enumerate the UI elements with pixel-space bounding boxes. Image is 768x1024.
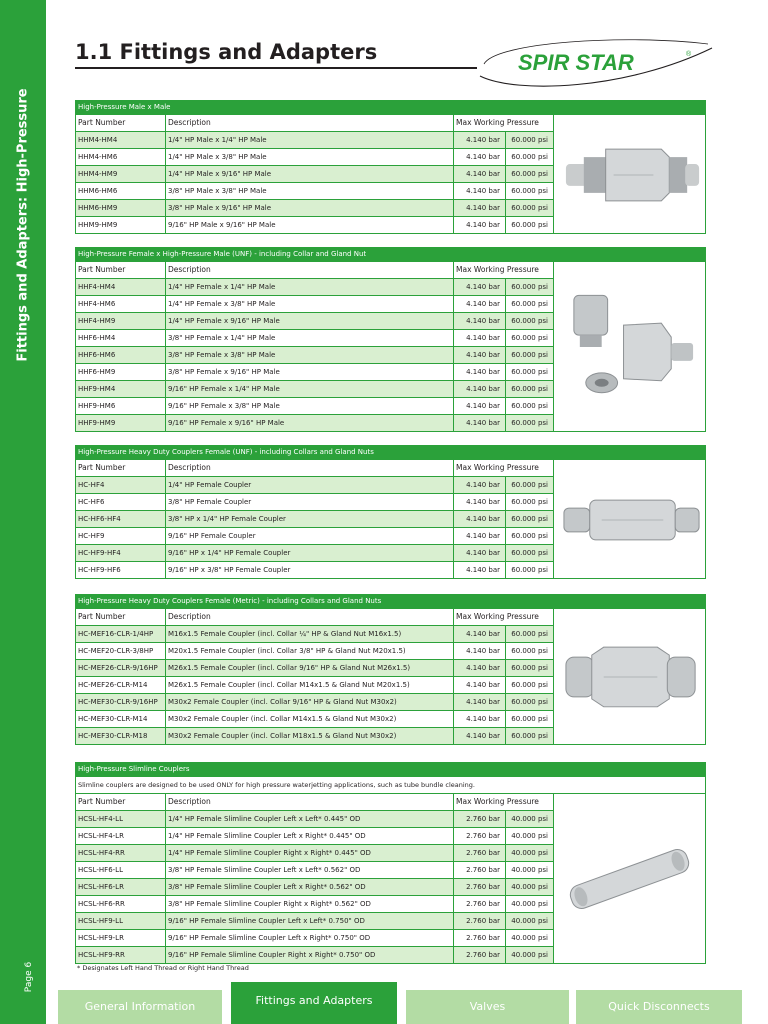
table-cell-part: HHM6-HM6 <box>76 183 166 200</box>
table-cell-bar: 4.140 bar <box>454 643 506 660</box>
table-cell-description: 3/8" HP Female x 9/16" HP Male <box>166 364 454 381</box>
table-cell-description: 3/8" HP x 1/4" HP Female Coupler <box>166 511 454 528</box>
page-title: 1.1 Fittings and Adapters <box>75 40 378 64</box>
table-cell-part: HCSL-HF6-RR <box>76 896 166 913</box>
table-cell-part: HCSL-HF6-LR <box>76 879 166 896</box>
table-cell-bar: 2.760 bar <box>454 862 506 879</box>
table-cell-bar: 2.760 bar <box>454 879 506 896</box>
table-cell-psi: 60.000 psi <box>506 347 554 364</box>
section-male-x-male <box>75 100 705 234</box>
column-header-part-number: Part Number <box>76 794 166 811</box>
column-header-part-number: Part Number <box>76 262 166 279</box>
table-cell-bar: 4.140 bar <box>454 528 506 545</box>
table-cell-bar: 4.140 bar <box>454 200 506 217</box>
table-cell-description: 3/8" HP Male x 9/16" HP Male <box>166 200 454 217</box>
table-cell-bar: 2.760 bar <box>454 930 506 947</box>
title-rule <box>75 67 477 69</box>
table-cell-description: 3/8" HP Female Slimline Coupler Left x Left* 0.562" OD <box>166 862 454 879</box>
table-cell-part: HC-MEF26-CLR-M14 <box>76 677 166 694</box>
table-cell-description: 3/8" HP Female x 3/8" HP Male <box>166 347 454 364</box>
table-cell-description: M26x1.5 Female Coupler (incl. Collar M14x1.5 & Gland Nut M20x1.5) <box>166 677 454 694</box>
table-cell-part: HHF9-HM4 <box>76 381 166 398</box>
table-cell-bar: 4.140 bar <box>454 183 506 200</box>
table-cell-description: 9/16" HP Female Slimline Coupler Right x Right* 0.750" OD <box>166 947 454 964</box>
table-male-x-male <box>75 100 706 234</box>
column-header-description: Description <box>166 115 454 132</box>
table-cell-bar: 2.760 bar <box>454 947 506 964</box>
logo-text: SPIR STAR <box>518 50 634 75</box>
table-cell-bar: 2.760 bar <box>454 828 506 845</box>
table-cell-psi: 60.000 psi <box>506 415 554 432</box>
table-cell-bar: 4.140 bar <box>454 660 506 677</box>
column-header-description: Description <box>166 460 454 477</box>
table-cell-bar: 4.140 bar <box>454 313 506 330</box>
footnote: * Designates Left Hand Thread or Right Hand Thread <box>77 964 249 972</box>
table-cell-part: HCSL-HF6-LL <box>76 862 166 879</box>
table-cell-description: 9/16" HP Male x 9/16" HP Male <box>166 217 454 234</box>
table-cell-part: HC-MEF20-CLR-3/8HP <box>76 643 166 660</box>
table-cell-part: HC-HF6 <box>76 494 166 511</box>
table-cell-part: HHF4-HM9 <box>76 313 166 330</box>
table-cell-psi: 40.000 psi <box>506 811 554 828</box>
column-header-description: Description <box>166 794 454 811</box>
table-cell-bar: 4.140 bar <box>454 711 506 728</box>
table-cell-psi: 40.000 psi <box>506 947 554 964</box>
product-image-male-x-male <box>554 115 706 234</box>
table-cell-psi: 60.000 psi <box>506 330 554 347</box>
table-cell-bar: 4.140 bar <box>454 381 506 398</box>
column-header-max-working-pressure: Max Working Pressure <box>454 460 554 477</box>
coupler-metric-photo-icon <box>554 611 705 742</box>
slimline-coupler-photo-icon <box>554 797 705 961</box>
table-heavy-duty-couplers-unf <box>75 445 706 579</box>
table-cell-psi: 60.000 psi <box>506 166 554 183</box>
table-cell-psi: 60.000 psi <box>506 528 554 545</box>
table-cell-part: HC-HF9-HF6 <box>76 562 166 579</box>
table-cell-part: HC-MEF30-CLR-M18 <box>76 728 166 745</box>
table-cell-part: HCSL-HF4-LL <box>76 811 166 828</box>
table-cell-psi: 60.000 psi <box>506 183 554 200</box>
table-cell-psi: 40.000 psi <box>506 913 554 930</box>
table-cell-part: HC-HF9-HF4 <box>76 545 166 562</box>
table-cell-psi: 60.000 psi <box>506 694 554 711</box>
column-header-max-working-pressure: Max Working Pressure <box>454 115 554 132</box>
table-cell-part: HHF9-HM9 <box>76 415 166 432</box>
table-cell-psi: 40.000 psi <box>506 845 554 862</box>
logo-registered-mark: ® <box>686 51 692 58</box>
table-cell-bar: 4.140 bar <box>454 296 506 313</box>
table-cell-psi: 40.000 psi <box>506 828 554 845</box>
table-cell-part: HC-HF9 <box>76 528 166 545</box>
section-female-x-male-unf <box>75 247 705 432</box>
table-cell-psi: 60.000 psi <box>506 132 554 149</box>
table-cell-bar: 4.140 bar <box>454 132 506 149</box>
table-cell-part: HHM4-HM4 <box>76 132 166 149</box>
table-cell-psi: 60.000 psi <box>506 200 554 217</box>
table-cell-part: HCSL-HF9-RR <box>76 947 166 964</box>
table-cell-psi: 40.000 psi <box>506 879 554 896</box>
table-cell-description: 9/16" HP Female Slimline Coupler Left x Right* 0.750" OD <box>166 930 454 947</box>
table-cell-psi: 60.000 psi <box>506 398 554 415</box>
table-cell-psi: 40.000 psi <box>506 862 554 879</box>
table-cell-psi: 60.000 psi <box>506 643 554 660</box>
table-cell-description: 1/4" HP Male x 9/16" HP Male <box>166 166 454 183</box>
table-cell-part: HHM4-HM6 <box>76 149 166 166</box>
table-cell-psi: 40.000 psi <box>506 896 554 913</box>
table-cell-description: 1/4" HP Male x 1/4" HP Male <box>166 132 454 149</box>
table-cell-description: 9/16" HP Female x 1/4" HP Male <box>166 381 454 398</box>
table-cell-part: HC-MEF26-CLR-9/16HP <box>76 660 166 677</box>
table-cell-psi: 60.000 psi <box>506 711 554 728</box>
table-cell-description: 1/4" HP Female x 3/8" HP Male <box>166 296 454 313</box>
product-image-coupler-metric <box>554 609 706 745</box>
column-header-max-working-pressure: Max Working Pressure <box>454 262 554 279</box>
table-cell-description: 3/8" HP Female Slimline Coupler Left x Right* 0.562" OD <box>166 879 454 896</box>
male-adapter-photo-icon <box>554 117 705 231</box>
column-header-max-working-pressure: Max Working Pressure <box>454 609 554 626</box>
table-cell-description: 1/4" HP Female Coupler <box>166 477 454 494</box>
table-cell-bar: 4.140 bar <box>454 166 506 183</box>
table-cell-bar: 4.140 bar <box>454 626 506 643</box>
table-cell-part: HHM6-HM9 <box>76 200 166 217</box>
product-image-female-x-male <box>554 262 706 432</box>
table-cell-psi: 60.000 psi <box>506 728 554 745</box>
section-heavy-duty-couplers-unf <box>75 445 705 579</box>
table-cell-bar: 4.140 bar <box>454 562 506 579</box>
table-cell-psi: 60.000 psi <box>506 279 554 296</box>
table-cell-description: 3/8" HP Female x 1/4" HP Male <box>166 330 454 347</box>
table-slimline-couplers <box>75 762 706 964</box>
table-cell-psi: 60.000 psi <box>506 626 554 643</box>
table-cell-bar: 4.140 bar <box>454 364 506 381</box>
tab-fittings-and-adapters[interactable]: Fittings and Adapters <box>231 982 397 1024</box>
table-cell-description: M30x2 Female Coupler (incl. Collar M14x1.5 & Gland Nut M30x2) <box>166 711 454 728</box>
table-cell-bar: 4.140 bar <box>454 149 506 166</box>
table-cell-bar: 4.140 bar <box>454 398 506 415</box>
table-cell-description: 1/4" HP Female x 9/16" HP Male <box>166 313 454 330</box>
table-cell-description: M30x2 Female Coupler (incl. Collar M18x1.5 & Gland Nut M30x2) <box>166 728 454 745</box>
page-number: Page 6 <box>24 961 34 993</box>
table-cell-description: M20x1.5 Female Coupler (incl. Collar 3/8" HP & Gland Nut M20x1.5) <box>166 643 454 660</box>
table-cell-psi: 60.000 psi <box>506 477 554 494</box>
table-cell-bar: 4.140 bar <box>454 279 506 296</box>
table-cell-psi: 60.000 psi <box>506 511 554 528</box>
table-female-x-male-unf <box>75 247 706 432</box>
table-cell-description: 3/8" HP Male x 3/8" HP Male <box>166 183 454 200</box>
tab-valves[interactable]: Valves <box>406 990 569 1024</box>
table-cell-psi: 60.000 psi <box>506 217 554 234</box>
table-cell-description: 1/4" HP Female x 1/4" HP Male <box>166 279 454 296</box>
table-cell-bar: 4.140 bar <box>454 217 506 234</box>
section-title: High-Pressure Slimline Couplers <box>76 763 706 777</box>
table-cell-part: HCSL-HF9-LR <box>76 930 166 947</box>
table-cell-description: 3/8" HP Female Coupler <box>166 494 454 511</box>
table-cell-description: 9/16" HP Female Coupler <box>166 528 454 545</box>
sidebar-title: Fittings and Adapters: High-Pressure <box>15 88 31 362</box>
table-cell-bar: 4.140 bar <box>454 511 506 528</box>
column-header-description: Description <box>166 262 454 279</box>
table-cell-bar: 4.140 bar <box>454 494 506 511</box>
table-cell-part: HC-HF6-HF4 <box>76 511 166 528</box>
table-cell-bar: 2.760 bar <box>454 811 506 828</box>
table-cell-part: HC-MEF16-CLR-1/4HP <box>76 626 166 643</box>
table-cell-part: HCSL-HF4-LR <box>76 828 166 845</box>
table-cell-description: 1/4" HP Male x 3/8" HP Male <box>166 149 454 166</box>
table-cell-description: M30x2 Female Coupler (incl. Collar 9/16" HP & Gland Nut M30x2) <box>166 694 454 711</box>
table-cell-bar: 4.140 bar <box>454 477 506 494</box>
table-cell-psi: 60.000 psi <box>506 296 554 313</box>
column-header-description: Description <box>166 609 454 626</box>
column-header-max-working-pressure: Max Working Pressure <box>454 794 554 811</box>
coupler-unf-photo-icon <box>554 462 705 576</box>
table-cell-bar: 4.140 bar <box>454 728 506 745</box>
table-cell-bar: 4.140 bar <box>454 330 506 347</box>
bottom-tab-bar <box>58 982 742 1024</box>
table-cell-part: HCSL-HF9-LL <box>76 913 166 930</box>
spir-star-logo <box>476 36 714 88</box>
section-title: High-Pressure Female x High-Pressure Male (UNF) - including Collar and Gland Nut <box>76 248 706 262</box>
table-cell-part: HHM9-HM9 <box>76 217 166 234</box>
table-heavy-duty-couplers-metric <box>75 594 706 745</box>
sidebar <box>0 0 46 1024</box>
table-cell-bar: 2.760 bar <box>454 845 506 862</box>
table-cell-description: 3/8" HP Female Slimline Coupler Right x Right* 0.562" OD <box>166 896 454 913</box>
table-cell-description: 9/16" HP Female x 9/16" HP Male <box>166 415 454 432</box>
table-cell-description: M26x1.5 Female Coupler (incl. Collar 9/16" HP & Gland Nut M26x1.5) <box>166 660 454 677</box>
table-cell-part: HHF6-HM9 <box>76 364 166 381</box>
tab-general-information[interactable]: General Information <box>58 990 222 1024</box>
table-cell-description: 9/16" HP Female Slimline Coupler Left x Left* 0.750" OD <box>166 913 454 930</box>
product-image-coupler-unf <box>554 460 706 579</box>
table-cell-bar: 4.140 bar <box>454 677 506 694</box>
table-cell-bar: 2.760 bar <box>454 896 506 913</box>
table-cell-description: 9/16" HP x 1/4" HP Female Coupler <box>166 545 454 562</box>
table-cell-psi: 60.000 psi <box>506 149 554 166</box>
product-image-slimline-coupler <box>554 794 706 964</box>
column-header-part-number: Part Number <box>76 460 166 477</box>
table-cell-psi: 60.000 psi <box>506 677 554 694</box>
table-cell-part: HCSL-HF4-RR <box>76 845 166 862</box>
table-cell-psi: 60.000 psi <box>506 660 554 677</box>
section-heavy-duty-couplers-metric <box>75 594 705 745</box>
table-cell-part: HHF4-HM4 <box>76 279 166 296</box>
section-title: High-Pressure Male x Male <box>76 101 706 115</box>
table-cell-part: HHF9-HM6 <box>76 398 166 415</box>
column-header-part-number: Part Number <box>76 115 166 132</box>
section-slimline-couplers <box>75 762 705 964</box>
table-cell-psi: 60.000 psi <box>506 562 554 579</box>
table-cell-psi: 60.000 psi <box>506 381 554 398</box>
table-cell-bar: 2.760 bar <box>454 913 506 930</box>
table-cell-description: 1/4" HP Female Slimline Coupler Left x Left* 0.445" OD <box>166 811 454 828</box>
table-cell-part: HHF6-HM6 <box>76 347 166 364</box>
section-note: Slimline couplers are designed to be used ONLY for high pressure waterjetting applications, such as tube bundle cleaning. <box>76 777 706 794</box>
table-cell-description: M16x1.5 Female Coupler (incl. Collar ¼" HP & Gland Nut M16x1.5) <box>166 626 454 643</box>
table-cell-psi: 40.000 psi <box>506 930 554 947</box>
female-adapter-photo-icon <box>554 265 705 429</box>
table-cell-description: 1/4" HP Female Slimline Coupler Right x Right* 0.445" OD <box>166 845 454 862</box>
section-title: High-Pressure Heavy Duty Couplers Female (UNF) - including Collars and Gland Nuts <box>76 446 706 460</box>
table-cell-psi: 60.000 psi <box>506 313 554 330</box>
table-cell-psi: 60.000 psi <box>506 364 554 381</box>
table-cell-part: HC-MEF30-CLR-M14 <box>76 711 166 728</box>
table-cell-part: HHF6-HM4 <box>76 330 166 347</box>
tab-quick-disconnects[interactable]: Quick Disconnects <box>576 990 742 1024</box>
table-cell-part: HC-HF4 <box>76 477 166 494</box>
table-cell-part: HHM4-HM9 <box>76 166 166 183</box>
table-cell-description: 9/16" HP x 3/8" HP Female Coupler <box>166 562 454 579</box>
table-cell-description: 9/16" HP Female x 3/8" HP Male <box>166 398 454 415</box>
table-cell-psi: 60.000 psi <box>506 545 554 562</box>
column-header-part-number: Part Number <box>76 609 166 626</box>
table-cell-bar: 4.140 bar <box>454 545 506 562</box>
table-cell-psi: 60.000 psi <box>506 494 554 511</box>
table-cell-bar: 4.140 bar <box>454 347 506 364</box>
table-cell-part: HC-MEF30-CLR-9/16HP <box>76 694 166 711</box>
table-cell-bar: 4.140 bar <box>454 415 506 432</box>
section-title: High-Pressure Heavy Duty Couplers Female (Metric) - including Collars and Gland Nuts <box>76 595 706 609</box>
table-cell-description: 1/4" HP Female Slimline Coupler Left x Right* 0.445" OD <box>166 828 454 845</box>
table-cell-bar: 4.140 bar <box>454 694 506 711</box>
table-cell-part: HHF4-HM6 <box>76 296 166 313</box>
